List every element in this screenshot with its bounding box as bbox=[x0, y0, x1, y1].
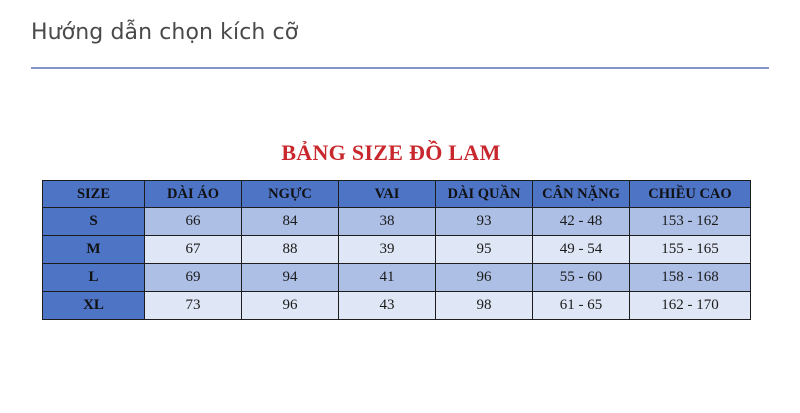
table-cell: 96 bbox=[436, 264, 533, 292]
header-shirt-length: DÀI ÁO bbox=[145, 181, 242, 208]
page-heading: Hướng dẫn chọn kích cỡ bbox=[31, 20, 299, 45]
table-cell: 69 bbox=[145, 264, 242, 292]
table-row bbox=[43, 264, 751, 292]
table-cell: 84 bbox=[242, 208, 339, 236]
header-weight: CÂN NẶNG bbox=[533, 181, 630, 208]
table-cell: 39 bbox=[339, 236, 436, 264]
header-shoulder: VAI bbox=[339, 181, 436, 208]
size-label: S bbox=[43, 208, 145, 236]
table-cell: 94 bbox=[242, 264, 339, 292]
table-cell: 38 bbox=[339, 208, 436, 236]
header-size: SIZE bbox=[43, 181, 145, 208]
header-pants-length: DÀI QUẦN bbox=[436, 181, 533, 208]
table-cell: 41 bbox=[339, 264, 436, 292]
table-cell: 162 - 170 bbox=[630, 292, 751, 320]
table-cell: 49 - 54 bbox=[533, 236, 630, 264]
table-cell: 42 - 48 bbox=[533, 208, 630, 236]
table-cell: 95 bbox=[436, 236, 533, 264]
table-cell: 153 - 162 bbox=[630, 208, 751, 236]
table-row bbox=[43, 208, 751, 236]
table-row bbox=[43, 236, 751, 264]
table-cell: 43 bbox=[339, 292, 436, 320]
table-cell: 98 bbox=[436, 292, 533, 320]
table-cell: 96 bbox=[242, 292, 339, 320]
header-chest: NGỰC bbox=[242, 181, 339, 208]
table-cell: 61 - 65 bbox=[533, 292, 630, 320]
table-cell: 67 bbox=[145, 236, 242, 264]
header-height: CHIỀU CAO bbox=[630, 181, 751, 208]
table-cell: 73 bbox=[145, 292, 242, 320]
size-chart-title: BẢNG SIZE ĐỒ LAM bbox=[281, 140, 501, 165]
size-chart-table bbox=[42, 180, 751, 320]
table-cell: 158 - 168 bbox=[630, 264, 751, 292]
size-label: XL bbox=[43, 292, 145, 320]
table-cell: 93 bbox=[436, 208, 533, 236]
table-row bbox=[43, 292, 751, 320]
table-cell: 88 bbox=[242, 236, 339, 264]
size-label: L bbox=[43, 264, 145, 292]
table-cell: 155 - 165 bbox=[630, 236, 751, 264]
heading-divider bbox=[31, 67, 769, 69]
table-cell: 66 bbox=[145, 208, 242, 236]
table-cell: 55 - 60 bbox=[533, 264, 630, 292]
size-label: M bbox=[43, 236, 145, 264]
table-header-row bbox=[43, 181, 751, 208]
